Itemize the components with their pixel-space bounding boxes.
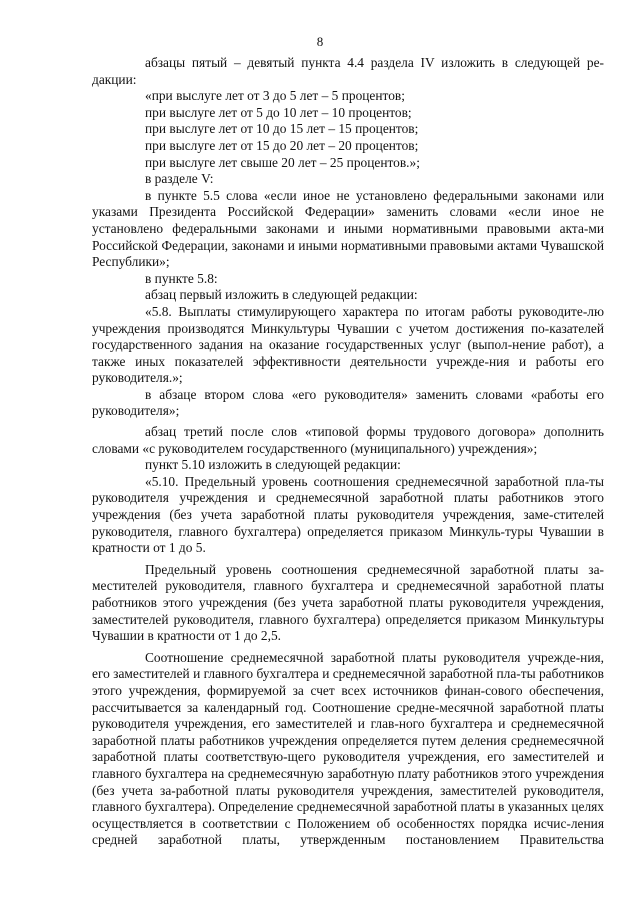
paragraph-5-8-text: «5.8. Выплаты стимулирующего характера по итогам работы руководите-лю учреждения производятся Минкультуры Чувашии с учетом достижения по-казателей государственного задания на оказание государственных услуг (выпол-нение работ), а также иных показателей эффективности деятельности учрежде-ния и работы его руководителя.»; <box>92 303 604 386</box>
paragraph-second-abzac: в абзаце втором слова «его руководителя» заменить словами «работы его руководителя»; <box>92 386 604 419</box>
page-number: 8 <box>316 34 324 49</box>
paragraph-service-over-20: при выслуге лет свыше 20 лет – 25 процентов.»; <box>145 154 420 170</box>
paragraph-third-abzac: абзац третий после слов «типовой формы трудового договора» дополнить словами «с руководителем государственного (муниципального) учреждения»; <box>92 424 604 456</box>
paragraph-service-5-10: при выслуге лет от 5 до 10 лет – 10 процентов; <box>145 104 412 120</box>
paragraph-first-abzac: абзац первый изложить в следующей редакции: <box>145 287 418 303</box>
paragraph-service-10-15: при выслуге лет от 10 до 15 лет – 15 процентов; <box>145 121 419 137</box>
paragraph-amendment-4-4: абзацы пятый – девятый пункта 4.4 раздела IV изложить в следующей ре-дакции: <box>92 55 604 87</box>
paragraph-point-5-5: в пункте 5.5 слова «если иное не установлено федеральными законами или указами Президента Российской Федерации» заменить словами «если иное не установлено федеральными законами и иными нормативными правовыми акта-ми Российской Федерации, законами и иными нормативными правовыми актами Чувашской Республики»; <box>92 187 604 270</box>
paragraph-section-v: в разделе V: <box>145 171 214 187</box>
paragraph-service-3-5: «при выслуге лет от 3 до 5 лет – 5 процентов; <box>145 88 405 104</box>
paragraph-point-5-8: в пункте 5.8: <box>145 270 218 286</box>
paragraph-5-10-text: «5.10. Предельный уровень соотношения среднемесячной заработной пла-ты руководителя учреждения и среднемесячной заработной платы работников этого учреждения (без учета заработной платы руководителя учреждения, заме-стителей руководителя, главного бухгалтера) определяется приказом Минкуль-туры Чувашии в кратности от 1 до 5. <box>92 473 604 556</box>
paragraph-ratio-calculation: Соотношение среднемесячной заработной платы руководителя учрежде-ния, его заместителей и главного бухгалтера и среднемесячной заработной пла-ты работников этого учреждения, формируемой за счет всех источников финан-сового обеспечения, рассчитывается за календарный год. Соотношение средне-месячной заработной платы руководителя учреждения, его заместителей и глав-ного бухгалтера и среднемесячной заработной платы работников учреждения определяется путем деления среднемесячной заработной платы соответствую-щего руководителя учреждения, его заместителей и главного бухгалтера на среднемесячную заработную плату работников этого учреждения (без учета за-работной платы руководителя учреждения, заместителей руководителя, главного бухгалтера). Определение среднемесячной заработной платы в указанных целях осуществляется в соответствии с Положением об особенностях порядка исчис-ления средней заработной платы, утвержденным постановлением Правительства <box>92 649 604 848</box>
paragraph-service-15-20: при выслуге лет от 15 до 20 лет – 20 процентов; <box>145 137 419 153</box>
document-body <box>92 55 604 849</box>
paragraph-deputies-ratio: Предельный уровень соотношения среднемесячной заработной платы за-местителей руководителя, главного бухгалтера и среднемесячной заработной платы работников этого учреждения (без учета заработной платы руководителя учреждения, заместителей руководителя, главного бухгалтера) определяется приказом Минкультуры Чувашии в кратности от 1 до 2,5. <box>92 561 604 644</box>
paragraph-point-5-10: пункт 5.10 изложить в следующей редакции: <box>145 457 401 473</box>
